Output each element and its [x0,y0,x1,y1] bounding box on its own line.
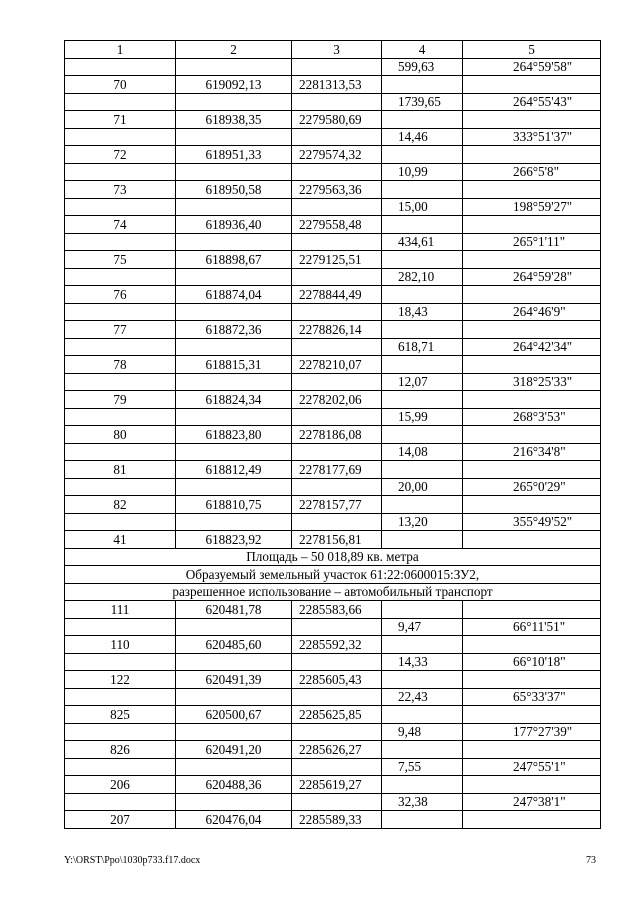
empty-cell [176,373,292,391]
empty-cell [65,373,176,391]
header-row [65,41,601,59]
point-y: 2285583,66 [292,601,382,619]
point-row [65,216,601,234]
point-row [65,811,601,829]
empty-cell [463,286,601,304]
point-number: 81 [65,461,176,479]
point-row [65,321,601,339]
empty-cell [382,601,463,619]
point-x: 618950,58 [176,181,292,199]
point-row [65,706,601,724]
coordinates-table [64,40,601,829]
point-number: 111 [65,601,176,619]
empty-cell [292,723,382,741]
empty-cell [292,163,382,181]
point-number: 70 [65,76,176,94]
empty-cell [176,93,292,111]
empty-cell [292,338,382,356]
empty-cell [176,758,292,776]
measurement-row [65,758,601,776]
plot-title-line2: разрешенное использование – автомобильный транспорт [65,583,601,601]
point-y: 2285589,33 [292,811,382,829]
point-x: 618823,80 [176,426,292,444]
empty-cell [382,776,463,794]
empty-cell [65,723,176,741]
empty-cell [382,286,463,304]
segment-distance: 14,46 [382,128,463,146]
plot-title-line1-row [65,566,601,584]
empty-cell [463,111,601,129]
point-x: 620491,39 [176,671,292,689]
plot-title-line2-row [65,583,601,601]
point-number: 122 [65,671,176,689]
header-cell-3: 3 [292,41,382,59]
point-y: 2285619,27 [292,776,382,794]
measurement-row [65,513,601,531]
header-cell-2: 2 [176,41,292,59]
measurement-row [65,93,601,111]
empty-cell [463,811,601,829]
measurement-row [65,618,601,636]
point-row [65,741,601,759]
empty-cell [65,653,176,671]
empty-cell [463,601,601,619]
empty-cell [176,233,292,251]
point-y: 2285592,32 [292,636,382,654]
segment-distance: 599,63 [382,58,463,76]
empty-cell [65,408,176,426]
empty-cell [463,671,601,689]
empty-cell [65,443,176,461]
empty-cell [463,706,601,724]
segment-distance: 618,71 [382,338,463,356]
segment-angle: 216°34'8" [463,443,601,461]
point-y: 2285605,43 [292,671,382,689]
segment-distance: 14,33 [382,653,463,671]
point-x: 620476,04 [176,811,292,829]
point-x: 618810,75 [176,496,292,514]
point-row [65,461,601,479]
point-row [65,251,601,269]
empty-cell [65,268,176,286]
point-number: 82 [65,496,176,514]
empty-cell [292,58,382,76]
empty-cell [292,618,382,636]
point-x: 618824,34 [176,391,292,409]
empty-cell [463,776,601,794]
point-x: 618874,04 [176,286,292,304]
empty-cell [65,58,176,76]
empty-cell [292,373,382,391]
point-row [65,181,601,199]
area-label-row [65,548,601,566]
empty-cell [292,128,382,146]
measurement-row [65,338,601,356]
segment-distance: 434,61 [382,233,463,251]
measurement-row [65,478,601,496]
segment-angle: 264°59'28" [463,268,601,286]
empty-cell [382,251,463,269]
point-row [65,496,601,514]
point-number: 207 [65,811,176,829]
point-x: 618872,36 [176,321,292,339]
point-y: 2281313,53 [292,76,382,94]
empty-cell [176,58,292,76]
segment-angle: 264°46'9" [463,303,601,321]
point-x: 620491,20 [176,741,292,759]
empty-cell [176,653,292,671]
header-cell-5: 5 [463,41,601,59]
point-x: 618938,35 [176,111,292,129]
empty-cell [292,688,382,706]
segment-distance: 7,55 [382,758,463,776]
point-y: 2278156,81 [292,531,382,549]
point-number: 72 [65,146,176,164]
empty-cell [176,478,292,496]
empty-cell [382,216,463,234]
point-y: 2278186,08 [292,426,382,444]
empty-cell [382,356,463,374]
empty-cell [382,636,463,654]
measurement-row [65,723,601,741]
point-x: 618936,40 [176,216,292,234]
point-row [65,776,601,794]
point-number: 71 [65,111,176,129]
point-y: 2279125,51 [292,251,382,269]
point-x: 620500,67 [176,706,292,724]
empty-cell [65,303,176,321]
segment-distance: 282,10 [382,268,463,286]
empty-cell [65,688,176,706]
point-x: 618898,67 [176,251,292,269]
empty-cell [463,741,601,759]
point-number: 825 [65,706,176,724]
empty-cell [292,513,382,531]
area-label: Площадь – 50 018,89 кв. метра [65,548,601,566]
segment-distance: 15,00 [382,198,463,216]
measurement-row [65,198,601,216]
point-y: 2278202,06 [292,391,382,409]
empty-cell [176,338,292,356]
empty-cell [463,461,601,479]
point-row [65,426,601,444]
empty-cell [463,251,601,269]
point-x: 620485,60 [176,636,292,654]
measurement-row [65,58,601,76]
empty-cell [292,93,382,111]
measurement-row [65,653,601,671]
point-number: 75 [65,251,176,269]
empty-cell [65,793,176,811]
empty-cell [382,741,463,759]
empty-cell [65,93,176,111]
point-y: 2278826,14 [292,321,382,339]
point-x: 620481,78 [176,601,292,619]
segment-distance: 9,48 [382,723,463,741]
empty-cell [292,653,382,671]
point-y: 2279580,69 [292,111,382,129]
empty-cell [292,233,382,251]
empty-cell [65,128,176,146]
point-x: 618815,31 [176,356,292,374]
empty-cell [176,793,292,811]
point-row [65,531,601,549]
empty-cell [292,758,382,776]
empty-cell [463,181,601,199]
empty-cell [463,146,601,164]
point-number: 41 [65,531,176,549]
empty-cell [463,636,601,654]
point-row [65,111,601,129]
empty-cell [292,478,382,496]
segment-distance: 15,99 [382,408,463,426]
point-y: 2278210,07 [292,356,382,374]
point-y: 2279558,48 [292,216,382,234]
measurement-row [65,793,601,811]
segment-angle: 265°1'11" [463,233,601,251]
empty-cell [463,356,601,374]
empty-cell [382,146,463,164]
empty-cell [176,688,292,706]
empty-cell [176,163,292,181]
point-x: 618951,33 [176,146,292,164]
empty-cell [382,111,463,129]
empty-cell [292,198,382,216]
segment-angle: 264°55'43" [463,93,601,111]
point-row [65,286,601,304]
point-number: 74 [65,216,176,234]
point-y: 2278844,49 [292,286,382,304]
empty-cell [176,723,292,741]
point-row [65,356,601,374]
empty-cell [382,391,463,409]
empty-cell [382,811,463,829]
measurement-row [65,408,601,426]
measurement-row [65,233,601,251]
segment-angle: 247°38'1" [463,793,601,811]
header-cell-1: 1 [65,41,176,59]
segment-angle: 177°27'39" [463,723,601,741]
point-y: 2285626,27 [292,741,382,759]
segment-angle: 268°3'53" [463,408,601,426]
empty-cell [65,163,176,181]
segment-angle: 333°51'37" [463,128,601,146]
point-row [65,601,601,619]
point-x: 620488,36 [176,776,292,794]
empty-cell [65,198,176,216]
measurement-row [65,128,601,146]
measurement-row [65,373,601,391]
empty-cell [292,268,382,286]
footer-file-path: Y:\ORST\Ppo\1030p733.f17.docx [64,855,201,866]
point-number: 826 [65,741,176,759]
point-number: 110 [65,636,176,654]
segment-angle: 66°11'51" [463,618,601,636]
footer-page-number: 73 [586,855,596,866]
plot-title-line1: Образуемый земельный участок 61:22:0600015:ЗУ2, [65,566,601,584]
empty-cell [382,671,463,689]
point-number: 79 [65,391,176,409]
segment-distance: 18,43 [382,303,463,321]
point-number: 77 [65,321,176,339]
empty-cell [292,793,382,811]
point-number: 76 [65,286,176,304]
empty-cell [176,513,292,531]
empty-cell [65,758,176,776]
segment-distance: 13,20 [382,513,463,531]
empty-cell [463,76,601,94]
empty-cell [176,268,292,286]
measurement-row [65,163,601,181]
empty-cell [382,706,463,724]
empty-cell [463,426,601,444]
segment-angle: 266°5'8" [463,163,601,181]
empty-cell [176,303,292,321]
empty-cell [65,513,176,531]
point-y: 2278157,77 [292,496,382,514]
empty-cell [65,618,176,636]
segment-distance: 1739,65 [382,93,463,111]
measurement-row [65,268,601,286]
empty-cell [292,303,382,321]
point-number: 80 [65,426,176,444]
empty-cell [463,321,601,339]
empty-cell [65,233,176,251]
empty-cell [65,478,176,496]
point-row [65,636,601,654]
segment-angle: 198°59'27" [463,198,601,216]
header-cell-4: 4 [382,41,463,59]
segment-angle: 65°33'37" [463,688,601,706]
point-y: 2278177,69 [292,461,382,479]
segment-distance: 32,38 [382,793,463,811]
empty-cell [463,216,601,234]
empty-cell [463,391,601,409]
empty-cell [292,443,382,461]
empty-cell [65,338,176,356]
segment-angle: 355°49'52" [463,513,601,531]
segment-angle: 265°0'29" [463,478,601,496]
point-number: 78 [65,356,176,374]
segment-angle: 247°55'1" [463,758,601,776]
point-x: 618823,92 [176,531,292,549]
point-row [65,391,601,409]
segment-distance: 12,07 [382,373,463,391]
segment-angle: 66°10'18" [463,653,601,671]
measurement-row [65,688,601,706]
measurement-row [65,443,601,461]
point-number: 206 [65,776,176,794]
point-row [65,671,601,689]
point-y: 2279574,32 [292,146,382,164]
point-y: 2279563,36 [292,181,382,199]
point-number: 73 [65,181,176,199]
segment-angle: 318°25'33" [463,373,601,391]
empty-cell [176,128,292,146]
empty-cell [176,198,292,216]
segment-distance: 20,00 [382,478,463,496]
empty-cell [463,531,601,549]
segment-angle: 264°59'58" [463,58,601,76]
empty-cell [382,426,463,444]
point-row [65,76,601,94]
empty-cell [382,496,463,514]
empty-cell [382,461,463,479]
empty-cell [463,496,601,514]
point-x: 619092,13 [176,76,292,94]
empty-cell [382,76,463,94]
empty-cell [382,531,463,549]
empty-cell [176,618,292,636]
empty-cell [382,321,463,339]
segment-distance: 22,43 [382,688,463,706]
empty-cell [382,181,463,199]
point-y: 2285625,85 [292,706,382,724]
segment-angle: 264°42'34" [463,338,601,356]
point-x: 618812,49 [176,461,292,479]
point-row [65,146,601,164]
segment-distance: 9,47 [382,618,463,636]
empty-cell [176,408,292,426]
measurement-row [65,303,601,321]
empty-cell [292,408,382,426]
segment-distance: 14,08 [382,443,463,461]
empty-cell [176,443,292,461]
segment-distance: 10,99 [382,163,463,181]
